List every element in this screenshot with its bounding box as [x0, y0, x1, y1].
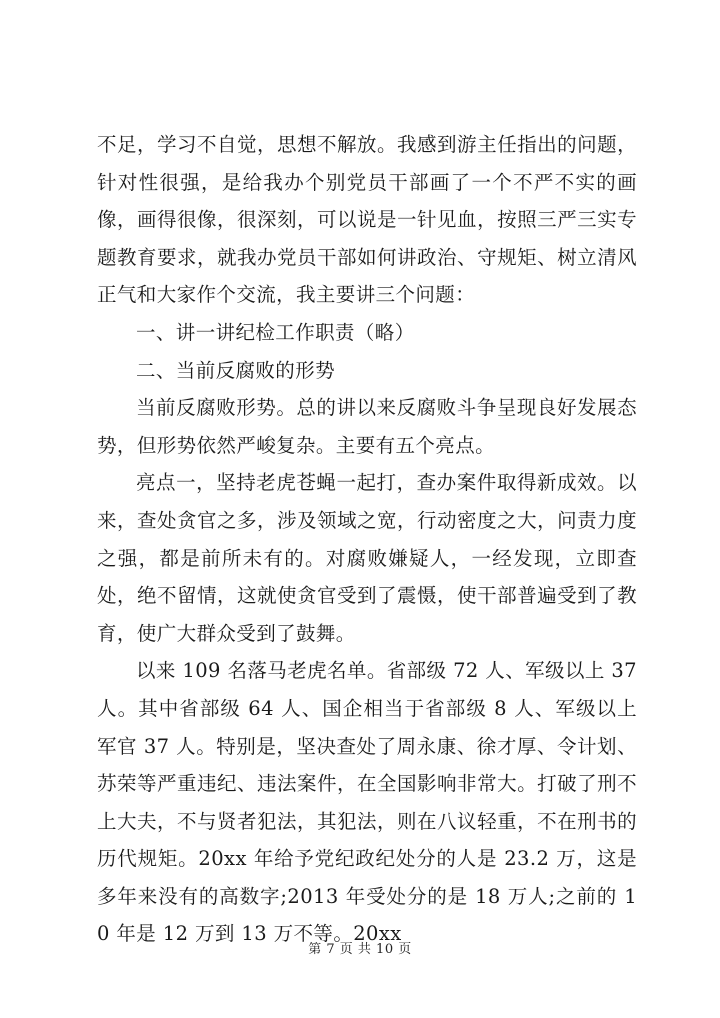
paragraph-6: 以来 109 名落马老虎名单。省部级 72 人、军级以上 37 人。其中省部级 64 人、国企相当于省部级 8 人、军级以上军官 37 人。特别是，坚决查处了周永康、徐才厚、令计划、苏荣等严重违纪、违法案件，在全国影响非常大。打破了刑不上大夫，不与贤者犯法，其犯法，则在八议轻重，不在刑书的历代规矩。20xx 年给予党纪政纪处分的人是 23.2 万，这是多年来没有的高数字;2013 年受处分的是 18 万人;之前的 10 年是 12 万到 13 万不等。20xx: [97, 659, 637, 946]
page-footer: 第 7 页 共 10 页: [308, 942, 412, 957]
paragraph-3: 二、当前反腐败的形势: [136, 358, 336, 382]
document-body: [97, 126, 637, 953]
paragraph-1: 不足，学习不自觉，思想不解放。我感到游主任指出的问题，针对性很强，是给我办个别党员干部画了一个不严不实的画像，画得很像，很深刻，可以说是一针见血，按照三严三实专题教育要求，就我办党员干部如何讲政治、守规矩、树立清风正气和大家作个交流，我主要讲三个问题：: [97, 133, 637, 307]
paragraph-2: 一、讲一讲纪检工作职责（略）: [136, 320, 415, 344]
paragraph-4: 当前反腐败形势。总的讲以来反腐败斗争呈现良好发展态势，但形势依然严峻复杂。主要有五个亮点。: [97, 396, 637, 457]
paragraph-5: 亮点一，坚持老虎苍蝇一起打，查办案件取得新成效。以来，查处贪官之多，涉及领域之宽，行动密度之大，问责力度之强，都是前所未有的。对腐败嫌疑人，一经发现，立即查处，绝不留情，这就使贪官受到了震慑，使干部普遍受到了教育，使广大群众受到了鼓舞。: [97, 471, 637, 645]
